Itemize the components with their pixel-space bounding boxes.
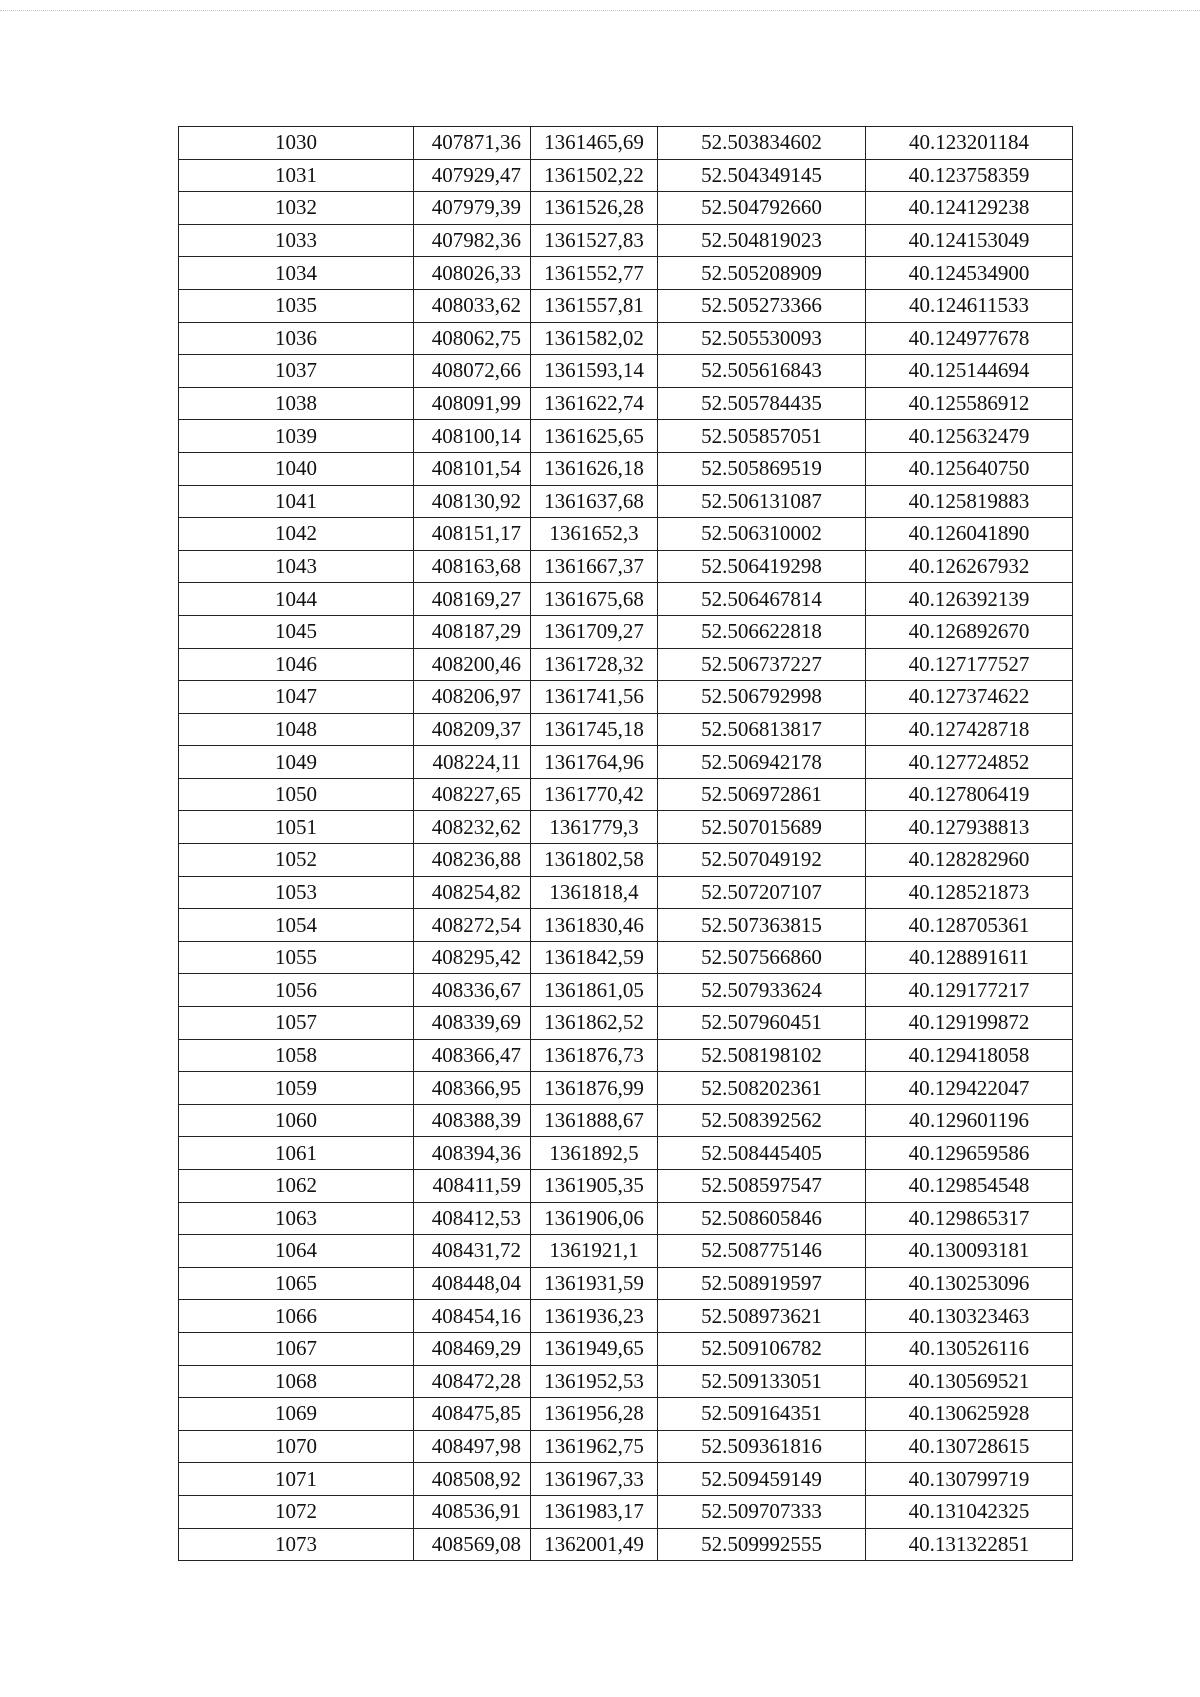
point-number-cell: 1059 [179,1072,414,1105]
table-row [179,257,1073,290]
x-coordinate-cell: 408072,66 [414,355,531,388]
table-row [179,941,1073,974]
latitude-cell: 52.506813817 [658,713,866,746]
x-coordinate-cell: 408254,82 [414,876,531,909]
table-row [179,1104,1073,1137]
y-coordinate-cell: 1361949,65 [531,1332,658,1365]
longitude-cell: 40.128891611 [866,941,1073,974]
table-row [179,615,1073,648]
table-row [179,387,1073,420]
y-coordinate-cell: 1361905,35 [531,1170,658,1203]
table-row [179,583,1073,616]
table-row [179,1202,1073,1235]
y-coordinate-cell: 1362001,49 [531,1528,658,1561]
table-row [179,550,1073,583]
table-row [179,1430,1073,1463]
table-row [179,1235,1073,1268]
x-coordinate-cell: 408411,59 [414,1170,531,1203]
longitude-cell: 40.125144694 [866,355,1073,388]
longitude-cell: 40.124611533 [866,289,1073,322]
table-row [179,1007,1073,1040]
y-coordinate-cell: 1361876,73 [531,1039,658,1072]
longitude-cell: 40.127177527 [866,648,1073,681]
x-coordinate-cell: 408472,28 [414,1365,531,1398]
y-coordinate-cell: 1361709,27 [531,615,658,648]
table-row [179,322,1073,355]
y-coordinate-cell: 1361652,3 [531,518,658,551]
point-number-cell: 1033 [179,224,414,257]
x-coordinate-cell: 408151,17 [414,518,531,551]
x-coordinate-cell: 408236,88 [414,844,531,877]
latitude-cell: 52.505530093 [658,322,866,355]
point-number-cell: 1044 [179,583,414,616]
table-row [179,1072,1073,1105]
longitude-cell: 40.126892670 [866,615,1073,648]
y-coordinate-cell: 1361465,69 [531,127,658,160]
x-coordinate-cell: 408394,36 [414,1137,531,1170]
y-coordinate-cell: 1361779,3 [531,811,658,844]
longitude-cell: 40.126041890 [866,518,1073,551]
table-row [179,1039,1073,1072]
table-row [179,648,1073,681]
y-coordinate-cell: 1361818,4 [531,876,658,909]
point-number-cell: 1032 [179,192,414,225]
latitude-cell: 52.508919597 [658,1267,866,1300]
y-coordinate-cell: 1361962,75 [531,1430,658,1463]
longitude-cell: 40.129177217 [866,974,1073,1007]
table-row [179,1365,1073,1398]
point-number-cell: 1064 [179,1235,414,1268]
latitude-cell: 52.505857051 [658,420,866,453]
y-coordinate-cell: 1361625,65 [531,420,658,453]
x-coordinate-cell: 408062,75 [414,322,531,355]
point-number-cell: 1049 [179,746,414,779]
table-row [179,876,1073,909]
table-row [179,1267,1073,1300]
latitude-cell: 52.509133051 [658,1365,866,1398]
point-number-cell: 1034 [179,257,414,290]
point-number-cell: 1060 [179,1104,414,1137]
y-coordinate-cell: 1361557,81 [531,289,658,322]
longitude-cell: 40.128282960 [866,844,1073,877]
point-number-cell: 1051 [179,811,414,844]
table-row [179,485,1073,518]
longitude-cell: 40.129601196 [866,1104,1073,1137]
y-coordinate-cell: 1361502,22 [531,159,658,192]
x-coordinate-cell: 408475,85 [414,1398,531,1431]
x-coordinate-cell: 408101,54 [414,452,531,485]
y-coordinate-cell: 1361552,77 [531,257,658,290]
x-coordinate-cell: 408366,95 [414,1072,531,1105]
longitude-cell: 40.131042325 [866,1495,1073,1528]
point-number-cell: 1066 [179,1300,414,1333]
longitude-cell: 40.125586912 [866,387,1073,420]
point-number-cell: 1070 [179,1430,414,1463]
x-coordinate-cell: 407979,39 [414,192,531,225]
longitude-cell: 40.129865317 [866,1202,1073,1235]
x-coordinate-cell: 408163,68 [414,550,531,583]
latitude-cell: 52.507566860 [658,941,866,974]
latitude-cell: 52.506942178 [658,746,866,779]
longitude-cell: 40.129418058 [866,1039,1073,1072]
x-coordinate-cell: 408206,97 [414,681,531,714]
latitude-cell: 52.505208909 [658,257,866,290]
x-coordinate-cell: 407982,36 [414,224,531,257]
y-coordinate-cell: 1361842,59 [531,941,658,974]
longitude-cell: 40.125819883 [866,485,1073,518]
point-number-cell: 1054 [179,909,414,942]
x-coordinate-cell: 408209,37 [414,713,531,746]
y-coordinate-cell: 1361526,28 [531,192,658,225]
latitude-cell: 52.506131087 [658,485,866,518]
x-coordinate-cell: 408412,53 [414,1202,531,1235]
longitude-cell: 40.130253096 [866,1267,1073,1300]
coordinates-table [178,126,1073,1561]
longitude-cell: 40.127374622 [866,681,1073,714]
longitude-cell: 40.124534900 [866,257,1073,290]
y-coordinate-cell: 1361764,96 [531,746,658,779]
table-row [179,1300,1073,1333]
point-number-cell: 1052 [179,844,414,877]
y-coordinate-cell: 1361770,42 [531,778,658,811]
latitude-cell: 52.508392562 [658,1104,866,1137]
table-row [179,1528,1073,1561]
longitude-cell: 40.125640750 [866,452,1073,485]
table-row [179,1332,1073,1365]
x-coordinate-cell: 408295,42 [414,941,531,974]
table-row [179,518,1073,551]
point-number-cell: 1037 [179,355,414,388]
table-row [179,159,1073,192]
point-number-cell: 1047 [179,681,414,714]
point-number-cell: 1061 [179,1137,414,1170]
longitude-cell: 40.127724852 [866,746,1073,779]
table-row [179,1137,1073,1170]
longitude-cell: 40.130526116 [866,1332,1073,1365]
x-coordinate-cell: 408431,72 [414,1235,531,1268]
scan-top-edge [0,10,1200,11]
y-coordinate-cell: 1361956,28 [531,1398,658,1431]
table-row [179,811,1073,844]
latitude-cell: 52.506419298 [658,550,866,583]
x-coordinate-cell: 408091,99 [414,387,531,420]
x-coordinate-cell: 408026,33 [414,257,531,290]
x-coordinate-cell: 408497,98 [414,1430,531,1463]
y-coordinate-cell: 1361830,46 [531,909,658,942]
latitude-cell: 52.507363815 [658,909,866,942]
longitude-cell: 40.124129238 [866,192,1073,225]
y-coordinate-cell: 1361622,74 [531,387,658,420]
y-coordinate-cell: 1361952,53 [531,1365,658,1398]
table-row [179,192,1073,225]
point-number-cell: 1038 [179,387,414,420]
y-coordinate-cell: 1361527,83 [531,224,658,257]
longitude-cell: 40.128521873 [866,876,1073,909]
table-row [179,420,1073,453]
longitude-cell: 40.125632479 [866,420,1073,453]
longitude-cell: 40.123201184 [866,127,1073,160]
point-number-cell: 1046 [179,648,414,681]
latitude-cell: 52.506467814 [658,583,866,616]
y-coordinate-cell: 1361876,99 [531,1072,658,1105]
y-coordinate-cell: 1361892,5 [531,1137,658,1170]
x-coordinate-cell: 408227,65 [414,778,531,811]
x-coordinate-cell: 408454,16 [414,1300,531,1333]
x-coordinate-cell: 407871,36 [414,127,531,160]
longitude-cell: 40.129199872 [866,1007,1073,1040]
latitude-cell: 52.504349145 [658,159,866,192]
y-coordinate-cell: 1361967,33 [531,1463,658,1496]
latitude-cell: 52.505616843 [658,355,866,388]
table-row [179,452,1073,485]
x-coordinate-cell: 408388,39 [414,1104,531,1137]
longitude-cell: 40.128705361 [866,909,1073,942]
y-coordinate-cell: 1361582,02 [531,322,658,355]
point-number-cell: 1068 [179,1365,414,1398]
x-coordinate-cell: 408033,62 [414,289,531,322]
y-coordinate-cell: 1361745,18 [531,713,658,746]
latitude-cell: 52.509361816 [658,1430,866,1463]
point-number-cell: 1058 [179,1039,414,1072]
latitude-cell: 52.506737227 [658,648,866,681]
point-number-cell: 1055 [179,941,414,974]
latitude-cell: 52.503834602 [658,127,866,160]
longitude-cell: 40.130728615 [866,1430,1073,1463]
table-row [179,746,1073,779]
y-coordinate-cell: 1361667,37 [531,550,658,583]
y-coordinate-cell: 1361861,05 [531,974,658,1007]
longitude-cell: 40.131322851 [866,1528,1073,1561]
x-coordinate-cell: 408366,47 [414,1039,531,1072]
longitude-cell: 40.129659586 [866,1137,1073,1170]
longitude-cell: 40.130323463 [866,1300,1073,1333]
longitude-cell: 40.130569521 [866,1365,1073,1398]
latitude-cell: 52.509992555 [658,1528,866,1561]
latitude-cell: 52.506792998 [658,681,866,714]
point-number-cell: 1065 [179,1267,414,1300]
table-row [179,974,1073,1007]
x-coordinate-cell: 408224,11 [414,746,531,779]
latitude-cell: 52.505869519 [658,452,866,485]
latitude-cell: 52.507207107 [658,876,866,909]
table-row [179,1398,1073,1431]
table-row [179,1495,1073,1528]
latitude-cell: 52.509106782 [658,1332,866,1365]
point-number-cell: 1030 [179,127,414,160]
y-coordinate-cell: 1361921,1 [531,1235,658,1268]
longitude-cell: 40.127938813 [866,811,1073,844]
point-number-cell: 1031 [179,159,414,192]
longitude-cell: 40.124977678 [866,322,1073,355]
latitude-cell: 52.508973621 [658,1300,866,1333]
latitude-cell: 52.507049192 [658,844,866,877]
table-row [179,355,1073,388]
longitude-cell: 40.124153049 [866,224,1073,257]
latitude-cell: 52.504792660 [658,192,866,225]
longitude-cell: 40.123758359 [866,159,1073,192]
point-number-cell: 1043 [179,550,414,583]
point-number-cell: 1057 [179,1007,414,1040]
point-number-cell: 1039 [179,420,414,453]
y-coordinate-cell: 1361626,18 [531,452,658,485]
latitude-cell: 52.508445405 [658,1137,866,1170]
table-row [179,1170,1073,1203]
x-coordinate-cell: 408200,46 [414,648,531,681]
x-coordinate-cell: 408187,29 [414,615,531,648]
latitude-cell: 52.505273366 [658,289,866,322]
y-coordinate-cell: 1361637,68 [531,485,658,518]
table-row [179,713,1073,746]
table-row [179,844,1073,877]
latitude-cell: 52.508597547 [658,1170,866,1203]
x-coordinate-cell: 408100,14 [414,420,531,453]
y-coordinate-cell: 1361728,32 [531,648,658,681]
point-number-cell: 1041 [179,485,414,518]
y-coordinate-cell: 1361888,67 [531,1104,658,1137]
x-coordinate-cell: 408339,69 [414,1007,531,1040]
latitude-cell: 52.508202361 [658,1072,866,1105]
table-row [179,127,1073,160]
coordinates-table-body [179,127,1073,1561]
latitude-cell: 52.505784435 [658,387,866,420]
point-number-cell: 1042 [179,518,414,551]
longitude-cell: 40.127806419 [866,778,1073,811]
point-number-cell: 1045 [179,615,414,648]
latitude-cell: 52.506310002 [658,518,866,551]
point-number-cell: 1040 [179,452,414,485]
y-coordinate-cell: 1361983,17 [531,1495,658,1528]
latitude-cell: 52.507015689 [658,811,866,844]
table-row [179,778,1073,811]
latitude-cell: 52.508198102 [658,1039,866,1072]
point-number-cell: 1069 [179,1398,414,1431]
longitude-cell: 40.130093181 [866,1235,1073,1268]
table-row [179,909,1073,942]
y-coordinate-cell: 1361931,59 [531,1267,658,1300]
longitude-cell: 40.130799719 [866,1463,1073,1496]
x-coordinate-cell: 408232,62 [414,811,531,844]
table-row [179,224,1073,257]
y-coordinate-cell: 1361675,68 [531,583,658,616]
y-coordinate-cell: 1361936,23 [531,1300,658,1333]
longitude-cell: 40.130625928 [866,1398,1073,1431]
point-number-cell: 1048 [179,713,414,746]
latitude-cell: 52.507960451 [658,1007,866,1040]
x-coordinate-cell: 408469,29 [414,1332,531,1365]
latitude-cell: 52.506972861 [658,778,866,811]
longitude-cell: 40.129422047 [866,1072,1073,1105]
longitude-cell: 40.129854548 [866,1170,1073,1203]
latitude-cell: 52.506622818 [658,615,866,648]
point-number-cell: 1071 [179,1463,414,1496]
table-row [179,681,1073,714]
latitude-cell: 52.509459149 [658,1463,866,1496]
y-coordinate-cell: 1361862,52 [531,1007,658,1040]
x-coordinate-cell: 408272,54 [414,909,531,942]
point-number-cell: 1035 [179,289,414,322]
table-row [179,289,1073,322]
x-coordinate-cell: 408569,08 [414,1528,531,1561]
x-coordinate-cell: 407929,47 [414,159,531,192]
longitude-cell: 40.126267932 [866,550,1073,583]
x-coordinate-cell: 408536,91 [414,1495,531,1528]
x-coordinate-cell: 408130,92 [414,485,531,518]
latitude-cell: 52.504819023 [658,224,866,257]
y-coordinate-cell: 1361741,56 [531,681,658,714]
latitude-cell: 52.508775146 [658,1235,866,1268]
x-coordinate-cell: 408508,92 [414,1463,531,1496]
x-coordinate-cell: 408448,04 [414,1267,531,1300]
point-number-cell: 1053 [179,876,414,909]
y-coordinate-cell: 1361802,58 [531,844,658,877]
x-coordinate-cell: 408336,67 [414,974,531,1007]
y-coordinate-cell: 1361906,06 [531,1202,658,1235]
latitude-cell: 52.508605846 [658,1202,866,1235]
point-number-cell: 1063 [179,1202,414,1235]
point-number-cell: 1062 [179,1170,414,1203]
point-number-cell: 1050 [179,778,414,811]
point-number-cell: 1036 [179,322,414,355]
longitude-cell: 40.127428718 [866,713,1073,746]
y-coordinate-cell: 1361593,14 [531,355,658,388]
table-row [179,1463,1073,1496]
latitude-cell: 52.507933624 [658,974,866,1007]
latitude-cell: 52.509707333 [658,1495,866,1528]
point-number-cell: 1067 [179,1332,414,1365]
x-coordinate-cell: 408169,27 [414,583,531,616]
point-number-cell: 1056 [179,974,414,1007]
point-number-cell: 1073 [179,1528,414,1561]
longitude-cell: 40.126392139 [866,583,1073,616]
point-number-cell: 1072 [179,1495,414,1528]
latitude-cell: 52.509164351 [658,1398,866,1431]
